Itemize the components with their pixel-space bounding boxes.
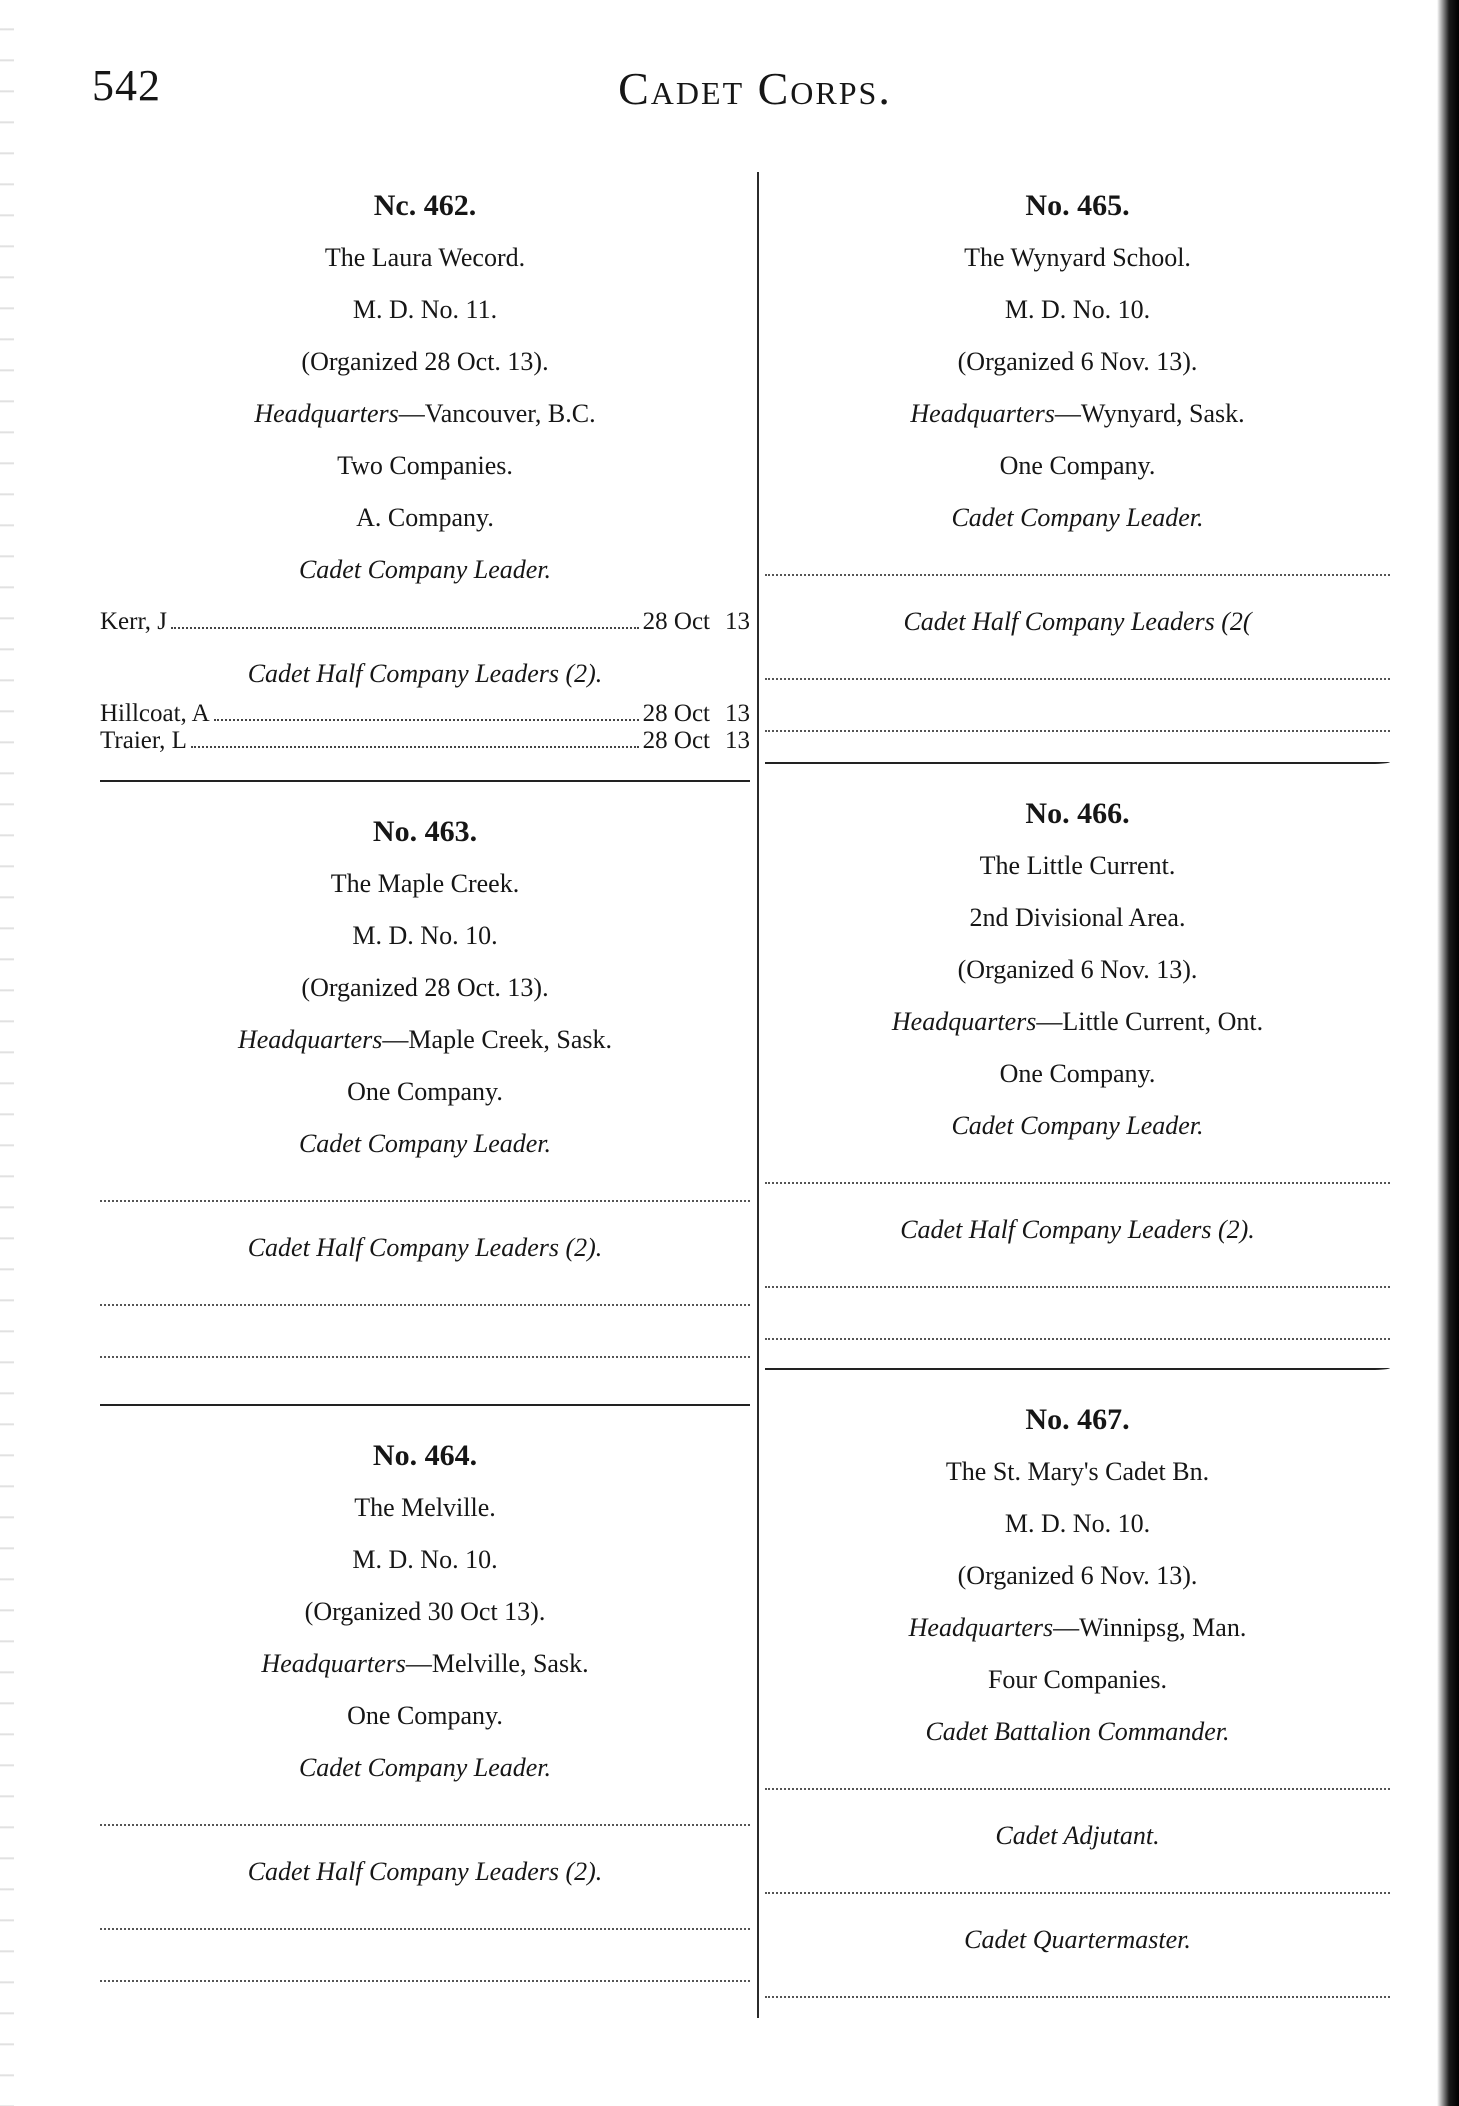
blank-half-leader-line: [100, 1274, 750, 1326]
blank-half-leader-line: [100, 1326, 750, 1378]
leader-row: [100, 596, 750, 648]
military-district: M. D. No. 10.: [352, 1545, 498, 1574]
blank-half-leader-line: [765, 648, 1390, 700]
entry-number: No. 465.: [1025, 189, 1130, 222]
organized-date: (Organized 6 Nov. 13).: [957, 1561, 1198, 1590]
scan-right-edge-shadow: [1437, 0, 1459, 2106]
blank-half-leader-line: [100, 1950, 750, 2002]
half-leader-dots: [214, 719, 639, 721]
headquarters-label: Headquarters: [254, 399, 399, 428]
entry-number: No. 463.: [372, 815, 478, 848]
blank-half-leader-line: [765, 1256, 1390, 1308]
military-district: M. D. No. 10.: [352, 921, 498, 950]
blank-commander-line: [765, 1758, 1390, 1810]
headquarters-label: Headquarters: [910, 399, 1055, 428]
headquarters-value: —Wynyard, Sask.: [1054, 399, 1245, 428]
section-divider: [765, 762, 1390, 764]
blank-half-leader-line: [100, 1898, 750, 1950]
organized-date: (Organized 28 Oct. 13).: [301, 973, 549, 1002]
half-leader-name: Traier, L: [100, 727, 187, 754]
quartermaster-label: Cadet Quartermaster.: [964, 1925, 1191, 1954]
left-column: [100, 180, 750, 2002]
half-leaders-label: Cadet Half Company Leaders (2).: [247, 659, 603, 688]
entry-name: The Wynyard School.: [964, 243, 1191, 272]
leader-dots: [171, 627, 639, 629]
headquarters-label: Headquarters: [261, 1649, 406, 1678]
companies-count: Two Companies.: [337, 451, 513, 480]
entry-number: No. 464.: [372, 1439, 478, 1472]
section-divider: [100, 780, 750, 782]
half-leader-year: 13: [725, 700, 750, 727]
half-leaders-label: Cadet Half Company Leaders (2).: [900, 1215, 1255, 1244]
adjutant-label: Cadet Adjutant.: [995, 1821, 1160, 1850]
military-district: M. D. No. 10.: [1004, 295, 1151, 324]
entry-466: [765, 788, 1390, 1342]
entry-name: The Little Current.: [979, 851, 1176, 880]
military-district: M. D. No. 10.: [1004, 1509, 1151, 1538]
blank-leader-line: [765, 544, 1390, 596]
headquarters-value: —Vancouver, B.C.: [398, 399, 596, 428]
companies-count: One Company.: [999, 1059, 1156, 1088]
half-leader-row: [100, 727, 750, 754]
entry-name: The St. Mary's Cadet Bn.: [945, 1457, 1210, 1486]
entry-462: [100, 180, 750, 754]
organized-date: (Organized 6 Nov. 13).: [957, 347, 1198, 376]
leader-label: Cadet Company Leader.: [298, 1753, 552, 1782]
headquarters: [100, 1638, 750, 1690]
companies-count: Four Companies.: [987, 1665, 1168, 1694]
leader-label: Cadet Company Leader.: [951, 1111, 1204, 1140]
entry-name: The Laura Wecord.: [324, 243, 526, 272]
battalion-commander-label: Cadet Battalion Commander.: [925, 1717, 1230, 1746]
column-divider: [757, 172, 759, 2018]
blank-leader-line: [765, 1152, 1390, 1204]
entry-name: The Melville.: [354, 1493, 496, 1522]
leader-label: Cadet Company Leader.: [951, 503, 1204, 532]
half-leader-year: 13: [725, 727, 750, 754]
headquarters-label: Headquarters: [237, 1025, 383, 1054]
blank-half-leader-line: [765, 1308, 1390, 1342]
military-district: M. D. No. 11.: [352, 295, 498, 324]
entry-467: [765, 1394, 1390, 2018]
leader-date: 28 Oct: [642, 608, 710, 635]
right-column: [765, 180, 1390, 2018]
half-leader-row: [100, 700, 750, 727]
half-leaders-label: Cadet Half Company Leaders (2).: [247, 1233, 603, 1262]
entry-464: [100, 1430, 750, 2002]
entry-number: No. 467.: [1025, 1403, 1130, 1436]
leader-name: Kerr, J: [100, 608, 168, 635]
headquarters-value: —Little Current, Ont.: [1036, 1007, 1264, 1036]
headquarters-value: —Winnipsg, Man.: [1053, 1613, 1247, 1642]
entry-465: [765, 180, 1390, 736]
section-divider: [100, 1404, 750, 1406]
leader-label: Cadet Company Leader.: [298, 1129, 552, 1158]
headquarters-value: —Melville, Sask.: [405, 1649, 589, 1678]
companies-count: One Company.: [999, 451, 1156, 480]
entry-number: No. 466.: [1025, 797, 1130, 830]
page-number: 542: [92, 61, 161, 110]
headquarters: [765, 1602, 1390, 1654]
organized-date: (Organized 6 Nov. 13).: [957, 955, 1198, 984]
half-leaders-label: Cadet Half Company Leaders (2(: [903, 607, 1252, 636]
headquarters: [100, 388, 750, 440]
entry-463: [100, 806, 750, 1378]
headquarters-value: —Maple Creek, Sask.: [382, 1025, 613, 1054]
headquarters: [765, 996, 1390, 1048]
headquarters: [100, 1014, 750, 1066]
headquarters-label: Headquarters: [891, 1007, 1037, 1036]
organized-date: (Organized 28 Oct. 13).: [301, 347, 549, 376]
half-leader-dots: [191, 746, 639, 748]
company-name: A. Company.: [356, 503, 494, 532]
section-divider: [765, 1368, 1390, 1370]
half-leader-date: 28 Oct: [642, 700, 710, 727]
companies-count: One Company.: [347, 1701, 503, 1730]
companies-count: One Company.: [347, 1077, 503, 1106]
half-leaders-label: Cadet Half Company Leaders (2).: [247, 1857, 603, 1886]
headquarters-label: Headquarters: [908, 1613, 1054, 1642]
blank-half-leader-line: [765, 700, 1390, 736]
divisional-area: 2nd Divisional Area.: [969, 903, 1186, 932]
scan-left-edge-noise: [0, 0, 14, 2106]
leader-year: 13: [725, 608, 750, 635]
half-leader-name: Hillcoat, A: [100, 700, 210, 727]
entry-number: Nc. 462.: [373, 189, 477, 222]
blank-leader-line: [100, 1794, 750, 1846]
blank-leader-line: [100, 1170, 750, 1222]
organized-date: (Organized 30 Oct 13).: [304, 1597, 546, 1626]
entry-name: The Maple Creek.: [330, 869, 520, 898]
leader-label: Cadet Company Leader.: [298, 555, 552, 584]
half-leader-date: 28 Oct: [642, 727, 710, 754]
blank-adjutant-line: [765, 1862, 1390, 1914]
blank-quartermaster-line: [765, 1966, 1390, 2018]
headquarters: [765, 388, 1390, 440]
running-title: Cadet Corps.: [618, 63, 892, 114]
